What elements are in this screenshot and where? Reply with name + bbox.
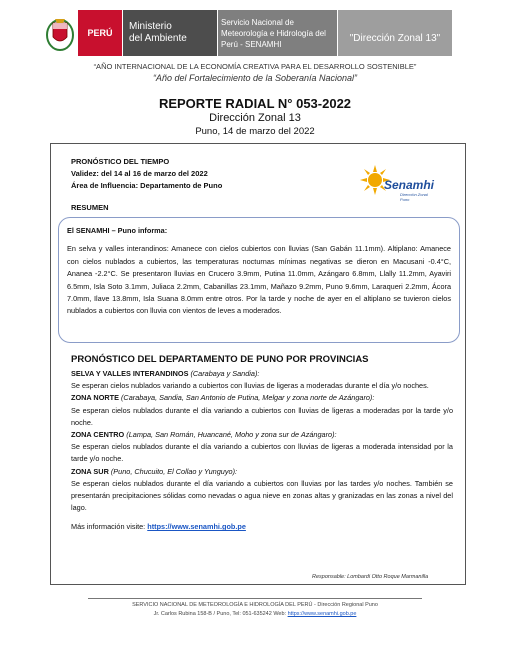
ministry-line-2: del Ambiente: [129, 33, 187, 44]
zone-subtitle: (Lampa, San Román, Huancané, Moho y zona sur de Azángaro):: [126, 430, 337, 440]
zone-title: ZONA CENTRO: [71, 430, 125, 440]
year-name-1: “AÑO INTERNACIONAL DE LA ECONOMÍA CREATIVA PARA EL DESARROLLO SOSTENIBLE”: [93, 62, 417, 71]
zone-selva: [71, 368, 453, 392]
senamhi-line-3: Perú - SENAMHI: [221, 39, 282, 49]
responsible-note: Responsable: Lombardi Otto Roque Marmanilla: [312, 574, 429, 580]
ministry-name: [122, 10, 217, 56]
year-name-2: “Año del Fortalecimiento de la Soberanía Nacional”: [152, 73, 358, 83]
forecast-area: Área de Influencia: Departamento de Puno: [71, 181, 223, 190]
more-info-label: Más información visite:: [71, 522, 146, 532]
zone-text: Se esperan cielos nublados durante el día variando a cubiertos con lluvias por las tardes y/o noches. También se presentarán precipitaciones sólidas como nevadas o agua nieve en zonas altas y granizadas en las zonas a nivel del lago.: [71, 478, 453, 513]
logo-word: Senamhi: [384, 178, 435, 192]
zone-subtitle: (Puno, Chucuito, El Collao y Yunguyo):: [110, 466, 238, 476]
forecast-validity: Validez: del 14 al 16 de marzo del 2022: [71, 169, 208, 178]
zone-subtitle: (Carabaya y Sandia):: [190, 369, 260, 378]
peru-label: PERÚ: [78, 10, 122, 56]
zone-text: Se esperan cielos nublados durante el día variando a cubiertos con lluvias de ligeras a moderada intensidad por la tarde y/o noche.: [71, 442, 453, 464]
zone-centro: [71, 429, 453, 466]
zone-text: Se esperan cielos nublados durante el día variando a cubiertos con lluvias de ligeras a moderadas por la tarde y/o noche.: [71, 405, 453, 427]
report-title: REPORTE RADIAL N° 053-2022: [158, 96, 352, 111]
zone-norte: [71, 392, 453, 429]
senamhi-name: [217, 10, 337, 56]
footer-address: Jr. Carlos Rubina 158-B / Puno, Tel: 051-635242 Web:: [153, 611, 287, 617]
summary-heading: El SENAMHI – Puno informa:: [67, 226, 168, 235]
footer-line-1: SERVICIO NACIONAL DE METEOROLOGÍA E HIDROLOGÍA DEL PERÚ - Dirección Regional Puno: [132, 602, 378, 608]
provinces-heading: PRONÓSTICO DEL DEPARTAMENTO DE PUNO POR PROVINCIAS: [71, 354, 369, 365]
zone-sur: [71, 466, 453, 515]
zone-title: SELVA Y VALLES INTERANDINOS: [71, 369, 189, 378]
senamhi-logo: [358, 163, 434, 201]
zone-title: ZONA NORTE: [71, 393, 119, 403]
senamhi-line-2: Meteorología e Hidrología del: [221, 28, 326, 38]
footer-line-2: [0, 611, 510, 617]
footer-web-link[interactable]: https://www.senamhi.gob.pe: [287, 611, 357, 617]
senamhi-website-link[interactable]: https://www.senamhi.gob.pe: [147, 522, 246, 532]
peru-coat-of-arms-icon: [42, 10, 78, 56]
forecast-heading: PRONÓSTICO DEL TIEMPO: [71, 157, 170, 166]
report-subtitle: Dirección Zonal 13: [209, 112, 301, 124]
provinces-section: [71, 354, 453, 534]
ministry-line-1: Ministerio: [129, 21, 172, 32]
report-place-date: Puno, 14 de marzo del 2022: [195, 126, 315, 137]
footer-divider: [88, 598, 422, 599]
summary-box: [58, 217, 460, 343]
direction-zonal-label: "Dirección Zonal 13": [337, 10, 452, 56]
summary-body: En selva y valles interandinos: Amanece con cielos cubiertos con lluvias (San Gabán 11.1mm). Altiplano: Amanece con cielos nublados a cubiertos, las temperaturas nocturnas mínimas negativas se dieron en Macusani -0.4°C, Ananea -2.2°C. Se presentaron lluvias en Crucero 3.9mm, Putina 11.0mm, Azángaro 6.8mm, Llally 11.2mm, Ayaviri 6.5mm, Isla Soto 3.1mm, Juliaca 2.2mm, Cabanillas 23.1mm, Mañazo 9.2mm, Puno 9.6mm, Laraqueri 2.2mm, Ácora 7.0mm, Ilave 13.8mm, Isla Suana 8.0mm entre otros. Por la tarde y noche de ayer en el altiplano se tuvieron cielos nublados a cubiertos con lluvia con vientos de leves a moderados.: [67, 244, 451, 316]
summary-label: RESUMEN: [71, 203, 109, 212]
zone-title: ZONA SUR: [71, 466, 109, 476]
zone-text: Se esperan cielos nublados variando a cubiertos con lluvias de ligeras a moderadas durante el día y/o noches.: [71, 381, 429, 391]
institutional-header: [42, 10, 452, 56]
senamhi-line-1: Servicio Nacional de: [221, 17, 294, 27]
more-info: [71, 521, 453, 533]
zone-subtitle: (Carabaya, Sandia, San Antonio de Putina, Melgar y zona norte de Azángaro):: [121, 393, 375, 403]
logo-tagline: Dirección Zonal Puno: [400, 192, 428, 202]
